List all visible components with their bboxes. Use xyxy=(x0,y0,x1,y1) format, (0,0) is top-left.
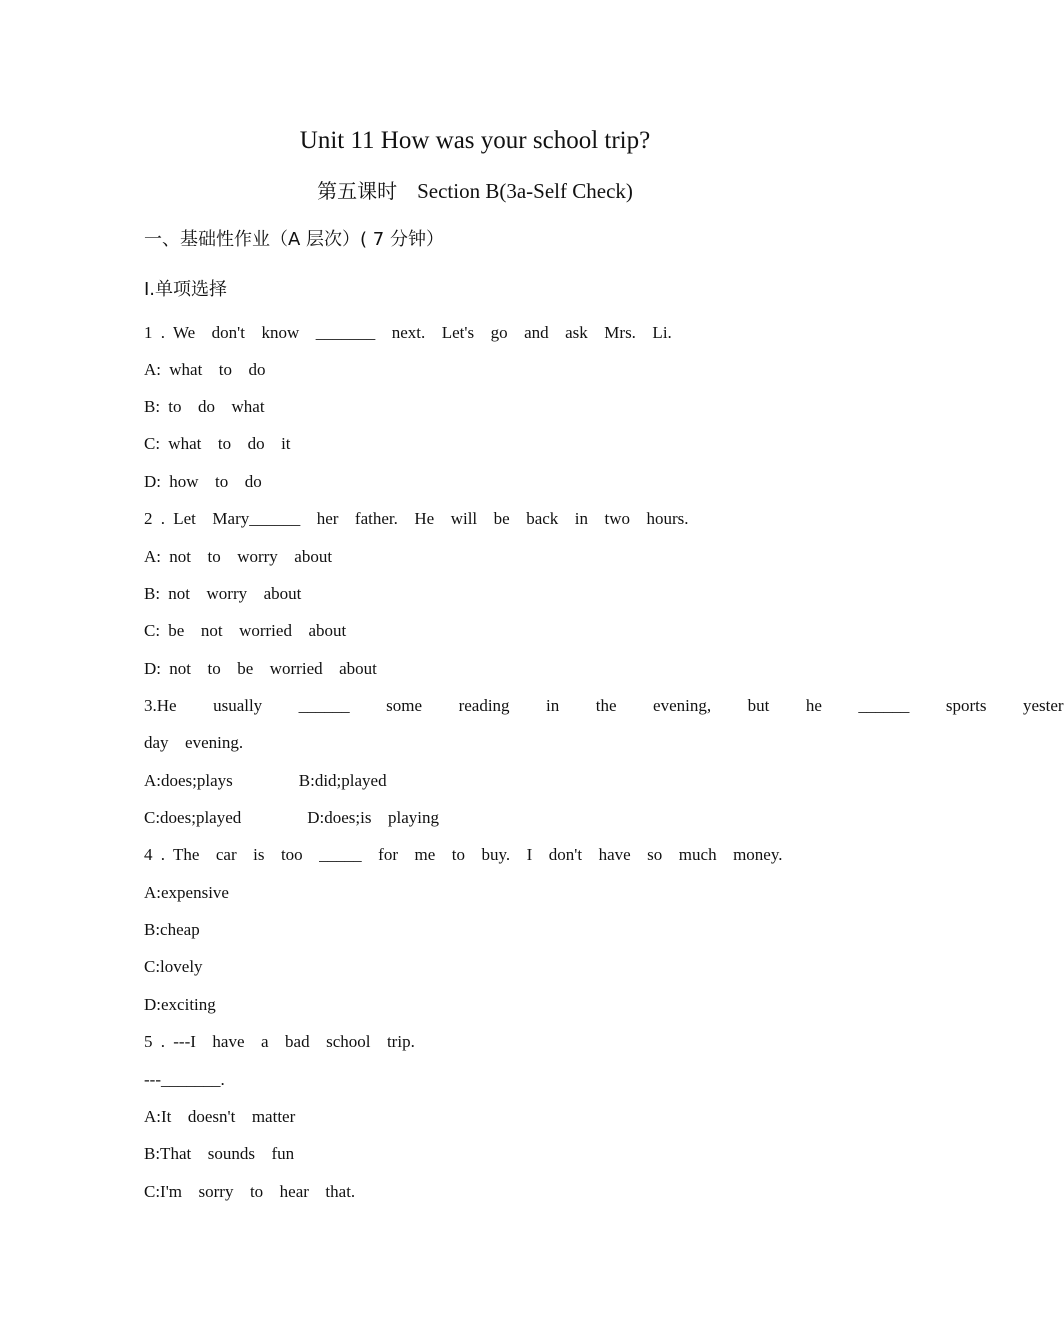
section-label: Section B(3a-Self Check) xyxy=(417,179,633,203)
question-2-option-c: C: be not worried about xyxy=(144,621,347,640)
document-subtitle xyxy=(0,176,950,206)
question-3-options-cd: C:does;played D:does;is playing xyxy=(144,808,439,827)
question-4-option-d: D:exciting xyxy=(144,995,216,1014)
question-1-option-b: B: to do what xyxy=(144,397,265,416)
question-4-option-c: C:lovely xyxy=(144,957,203,976)
question-2-option-d: D: not to be worried about xyxy=(144,659,377,678)
question-1-option-c: C: what to do it xyxy=(144,434,291,453)
question-5-stem: 5 . ---I have a bad school trip. xyxy=(144,1032,415,1051)
question-1-stem: 1 . We don't know _______ next. Let's go and ask Mrs. Li. xyxy=(144,323,672,342)
section-heading: 一、基础性作业（A 层次）( 7 分钟） xyxy=(144,229,444,250)
document-title: Unit 11 How was your school trip? xyxy=(299,127,651,154)
part-heading: I.单项选择 xyxy=(144,279,228,300)
question-5-option-b: B:That sounds fun xyxy=(144,1144,295,1163)
question-3-stem-continued: day evening. xyxy=(144,733,244,752)
question-4-option-b: B:cheap xyxy=(144,920,200,939)
question-1-option-d: D: how to do xyxy=(144,472,262,491)
question-3-stem: 3.He usually ______ some reading in the evening, but he ______ sports yester xyxy=(144,696,1064,715)
question-4-option-a: A:expensive xyxy=(144,883,229,902)
question-2-stem: 2 . Let Mary______ her father. He will be back in two hours. xyxy=(144,509,689,528)
question-5-option-c: C:I'm sorry to hear that. xyxy=(144,1182,356,1201)
question-1-option-a: A: what to do xyxy=(144,360,266,379)
question-2-option-b: B: not worry about xyxy=(144,584,302,603)
question-5-option-a: A:It doesn't matter xyxy=(144,1107,296,1126)
question-3-options-ab: A:does;plays B:did;played xyxy=(144,771,387,790)
question-4-stem: 4 . The car is too _____ for me to buy. I don't have so much money. xyxy=(144,845,783,864)
question-2-option-a: A: not to worry about xyxy=(144,547,333,566)
question-5-answer-line: ---_______. xyxy=(144,1070,225,1089)
lesson-label: 第五课时 xyxy=(317,179,398,203)
